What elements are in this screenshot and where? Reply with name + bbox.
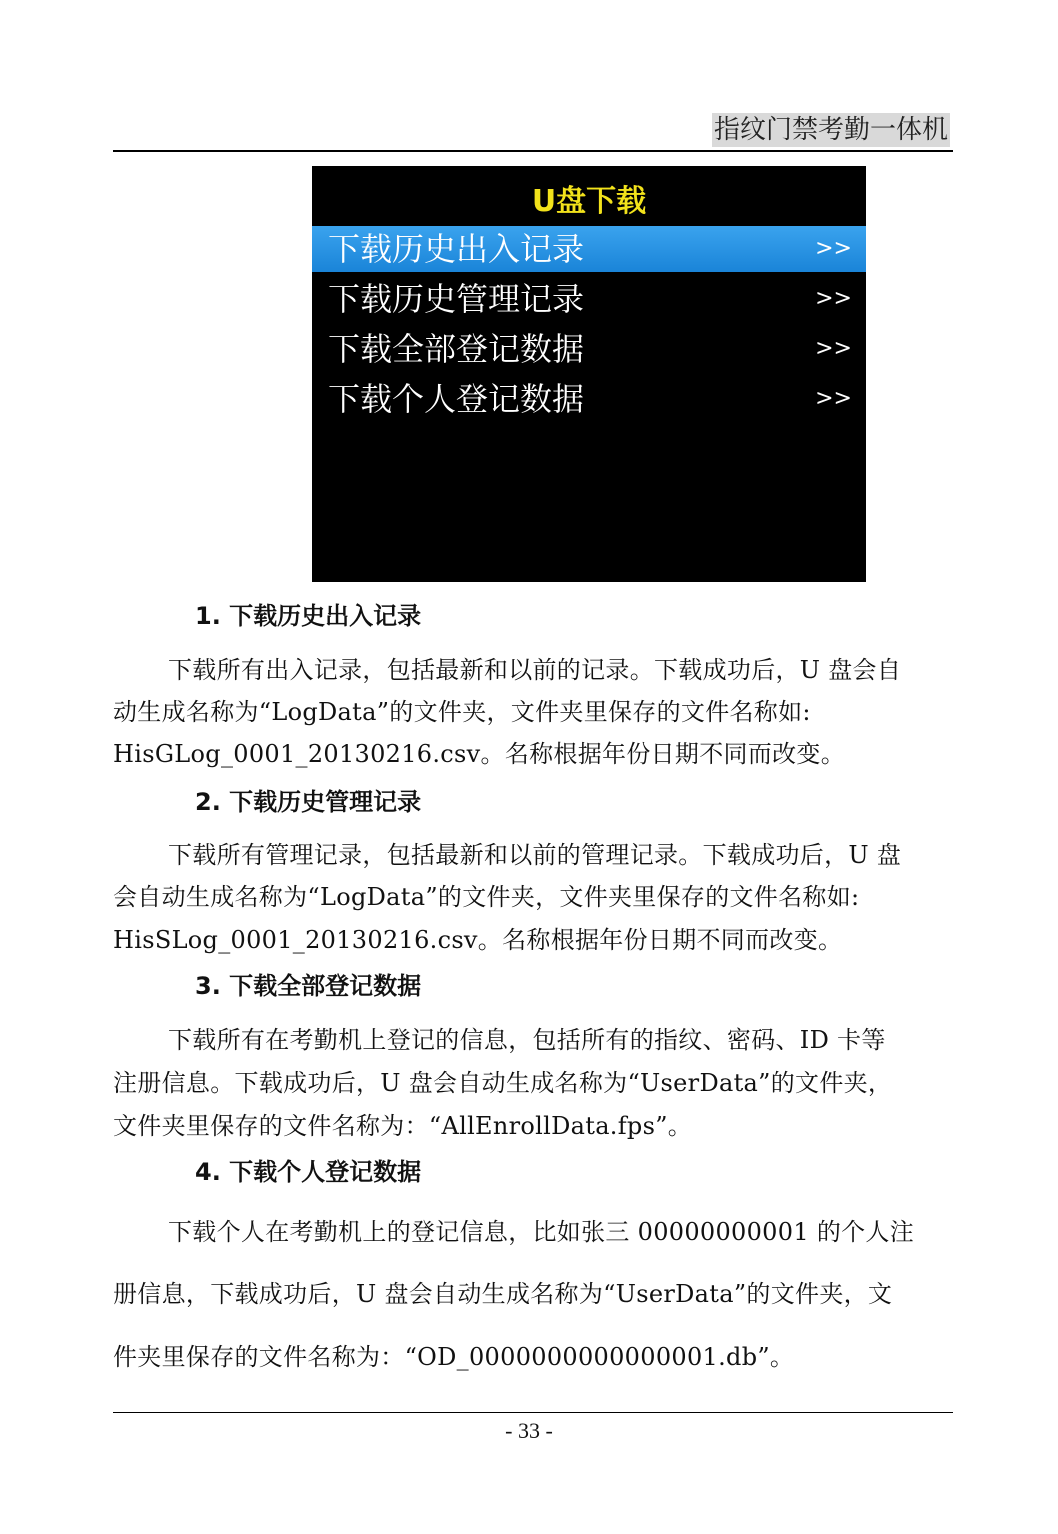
- screen-title: U盘下载: [531, 184, 647, 219]
- section-heading: 4. 下载个人登记数据: [195, 1158, 422, 1186]
- document-header-title: 指纹门禁考勤一体机: [714, 115, 949, 145]
- menu-item-download-access-records[interactable]: [312, 226, 866, 272]
- paragraph-line: 件夹里保存的文件名称为：“OD_0000000000000001.db”。: [113, 1343, 795, 1371]
- paragraph-line: HisGLog_0001_20130216.csv。名称根据年份日期不同而改变。: [113, 740, 846, 768]
- paragraph-line: 文件夹里保存的文件名称为：“AllEnrollData.fps”。: [113, 1112, 693, 1140]
- paragraph-line: 下载所有管理记录，包括最新和以前的管理记录。下载成功后，U 盘: [168, 841, 902, 869]
- menu-item-label: 下载个人登记数据: [328, 380, 585, 418]
- paragraph-line: 动生成名称为“LogData”的文件夹，文件夹里保存的文件名称如:: [113, 698, 811, 726]
- paragraph-line: 下载所有出入记录，包括最新和以前的记录。下载成功后，U 盘会自: [168, 656, 902, 684]
- section-heading: 3. 下载全部登记数据: [195, 972, 422, 1000]
- menu-item-download-personal-enroll-data[interactable]: [312, 376, 866, 422]
- paragraph-line: 会自动生成名称为“LogData”的文件夹，文件夹里保存的文件名称如:: [113, 883, 860, 911]
- page-number: - 33 -: [505, 1418, 553, 1443]
- chevron-right-icon: >>: [815, 236, 852, 261]
- chevron-right-icon: >>: [815, 386, 852, 411]
- usb-download-screen: [312, 166, 866, 582]
- paragraph-line: 注册信息。下载成功后，U 盘会自动生成名称为“UserData”的文件夹，: [113, 1069, 893, 1097]
- menu-item-download-all-enroll-data[interactable]: [312, 326, 866, 372]
- paragraph-line: 下载所有在考勤机上登记的信息，包括所有的指纹、密码、ID 卡等: [168, 1026, 886, 1054]
- paragraph-line: HisSLog_0001_20130216.csv。名称根据年份日期不同而改变。: [113, 926, 843, 954]
- menu-item-download-management-records[interactable]: [312, 276, 866, 322]
- section-heading: 2. 下载历史管理记录: [195, 788, 422, 816]
- menu-item-label: 下载全部登记数据: [328, 330, 585, 368]
- menu-item-label: 下载历史管理记录: [328, 280, 585, 318]
- chevron-right-icon: >>: [815, 336, 852, 361]
- paragraph-line: 下载个人在考勤机上的登记信息，比如张三 00000000001 的个人注: [168, 1218, 915, 1246]
- chevron-right-icon: >>: [815, 286, 852, 311]
- paragraph-line: 册信息，下载成功后，U 盘会自动生成名称为“UserData”的文件夹，文: [113, 1280, 893, 1308]
- footer-divider: [113, 1412, 953, 1413]
- section-heading: 1. 下载历史出入记录: [195, 602, 422, 630]
- header-divider: [113, 150, 953, 152]
- menu-item-label: 下载历史出入记录: [328, 230, 585, 268]
